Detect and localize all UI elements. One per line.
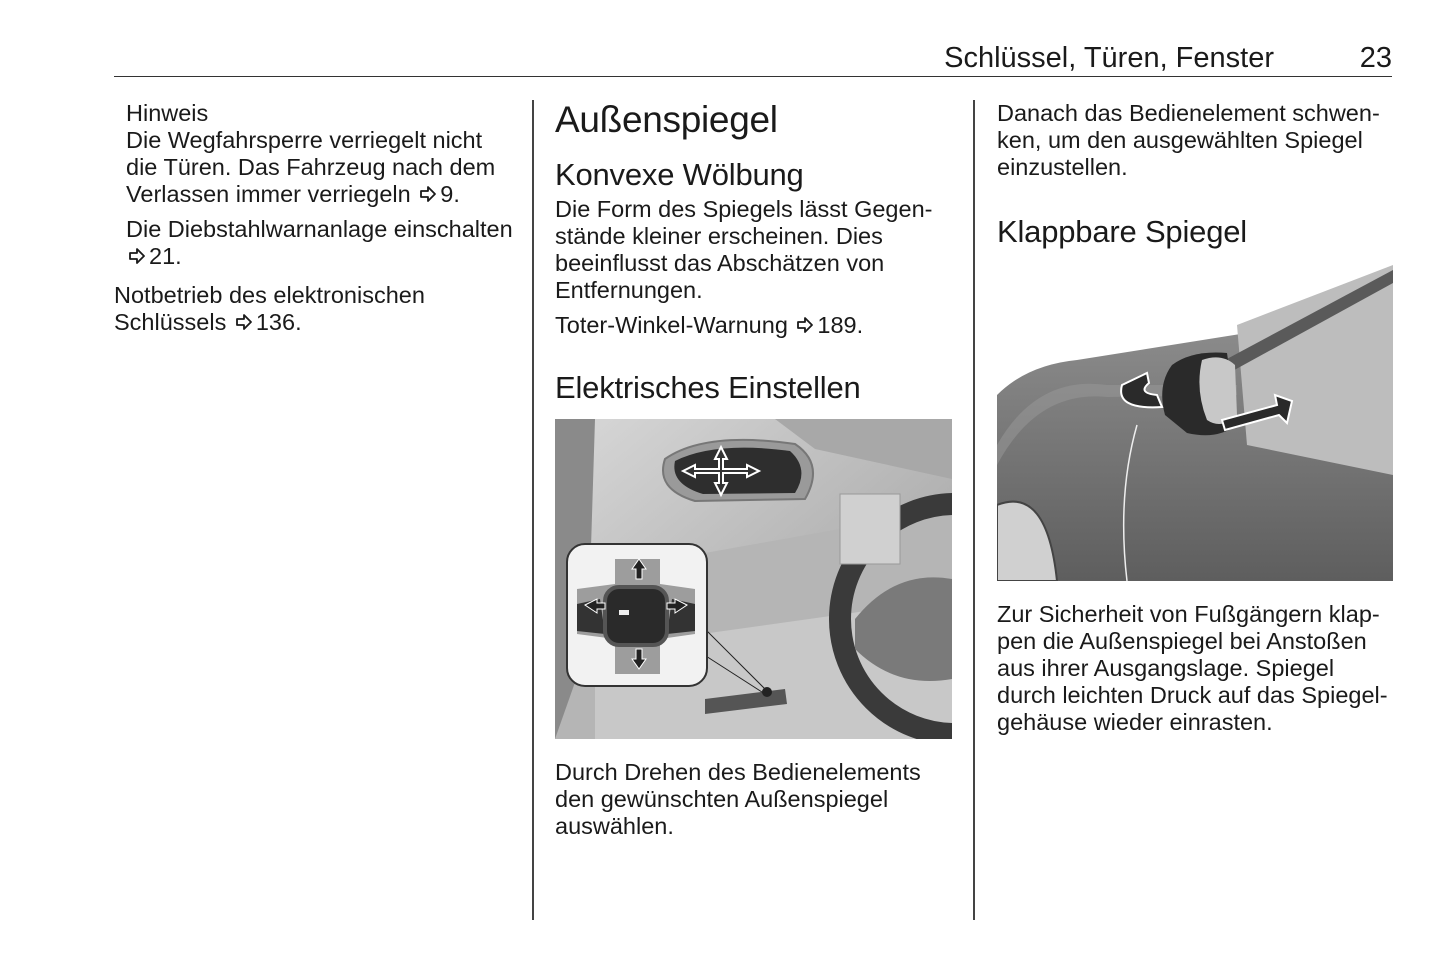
page-reference-link[interactable]: 189. (817, 312, 864, 338)
page-number: 23 (1359, 42, 1392, 74)
page-header (114, 40, 1392, 77)
body-paragraph: Toter-Winkel-Warnung 189. (555, 312, 864, 338)
column-3 (997, 98, 1397, 736)
note-paragraph: Die Wegfahrsperre verriegelt nicht die Türen. Das Fahrzeug nach dem Verlassen immer verriegeln 9. (126, 127, 496, 207)
page-reference-link[interactable]: 9. (440, 181, 460, 207)
page-reference-arrow-icon (419, 185, 437, 203)
section-title: Schlüssel, Türen, Fenster (944, 42, 1274, 74)
section-heading: Klappbare Spiegel (997, 214, 1247, 249)
body-paragraph: Zur Sicherheit von Fußgängern klappen die Außenspiegel bei Anstoßen aus ihrer Ausgangslage. Spiegel durch leichten Druck auf das Spiegelgehäuse wieder einrasten. (997, 601, 1388, 735)
note-paragraph: Die Diebstahlwarnanlage einschalten 21. (126, 216, 513, 269)
section-heading: Elektrisches Einstellen (555, 370, 861, 405)
note-title: Hinweis (126, 100, 209, 126)
column-1 (114, 98, 514, 336)
column-divider (973, 100, 975, 920)
car-interior-illustration (555, 419, 952, 739)
body-paragraph: Danach das Bedienelement schwenken, um den ausgewählten Spiegel einzustellen. (997, 100, 1380, 180)
body-paragraph: Die Form des Spiegels lässt Gegenstände kleiner erscheinen. Dies beeinflusst das Abschätzen von Entfernungen. (555, 196, 933, 303)
car-exterior-illustration (997, 265, 1393, 581)
page-reference-arrow-icon (128, 247, 146, 265)
folding-mirror-illustration (997, 265, 1393, 581)
column-2 (555, 98, 955, 840)
note-box (114, 100, 514, 270)
page-reference-link[interactable]: 136. (255, 309, 302, 335)
page-reference-link[interactable]: 21. (149, 243, 182, 269)
section-heading: Konvexe Wölbung (555, 157, 804, 192)
page-reference-arrow-icon (796, 316, 814, 334)
mirror-adjust-illustration (555, 419, 952, 739)
page-reference-arrow-icon (235, 313, 253, 331)
chapter-heading: Außenspiegel (555, 99, 778, 140)
figure-caption: Durch Drehen des Bedienelements den gewünschten Außenspiegel auswählen. (555, 759, 921, 839)
body-paragraph: Notbetrieb des elektronischen Schlüssels 136. (114, 282, 425, 335)
column-divider (532, 100, 534, 920)
